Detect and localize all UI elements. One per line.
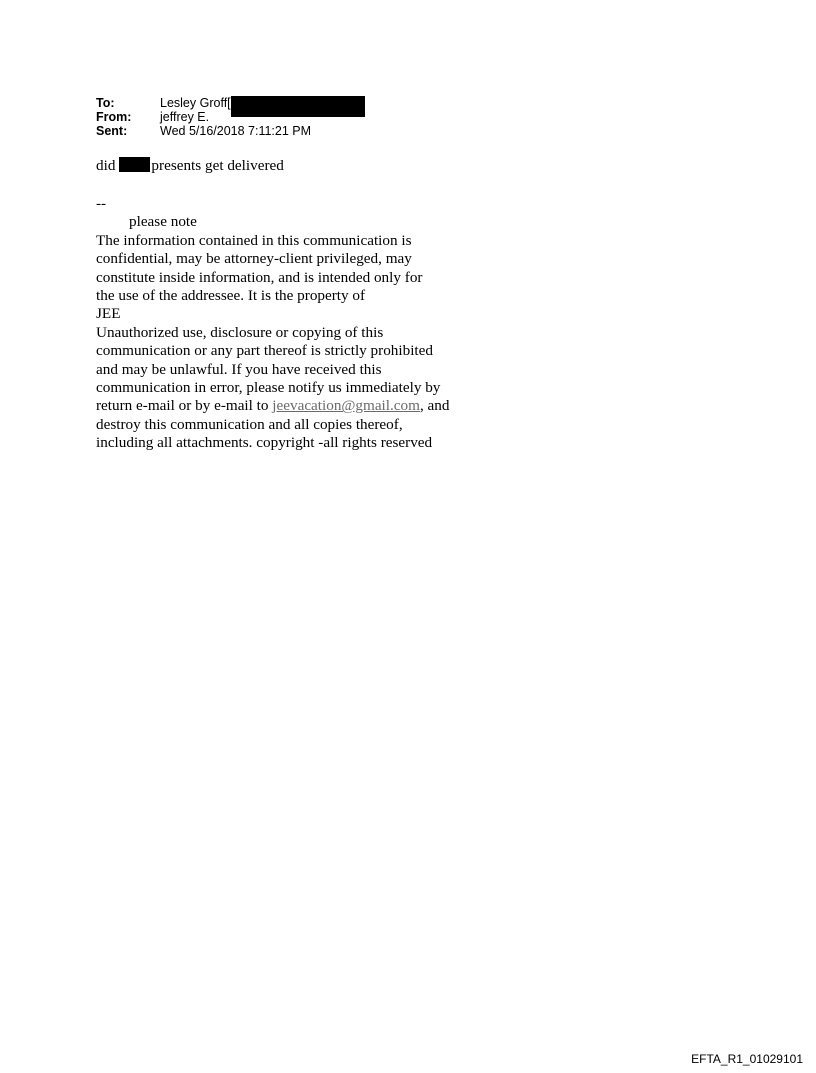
disclaimer-line: destroy this communication and all copies thereof, [96, 415, 403, 433]
sent-row [96, 124, 365, 138]
sent-value: Wed 5/16/2018 7:11:21 PM [160, 124, 312, 138]
disclaimer-line: communication or any part thereof is strictly prohibited [96, 342, 433, 360]
disclaimer-line: Unauthorized use, disclosure or copying of this [96, 323, 384, 341]
disclaimer-line: confidential, may be attorney-client privileged, may [96, 250, 412, 268]
return-prefix: return e-mail or by e-mail to [96, 397, 273, 415]
return-suffix: , and [419, 397, 450, 415]
email-link[interactable]: jeevacation@gmail.com [272, 397, 420, 415]
from-value: jeffrey E. [160, 110, 210, 124]
signature-separator: -- [96, 195, 107, 212]
to-label: To: [96, 96, 115, 110]
disclaimer-line: the use of the addressee. It is the property of [96, 287, 366, 305]
signature-block [96, 195, 449, 453]
redaction-box [231, 96, 365, 117]
to-recipient-name: Lesley Groff[ [160, 96, 231, 110]
message-text-end: presents get delivered [151, 157, 284, 174]
disclaimer-line: The information contained in this communication is [96, 231, 412, 249]
please-note-line: please note [129, 213, 197, 231]
disclaimer-line-email [96, 397, 449, 415]
disclaimer-line: communication in error, please notify us immediately by [96, 379, 441, 397]
from-label: From: [96, 110, 132, 124]
redaction-box [119, 157, 150, 172]
document-id: EFTA_R1_01029101 [691, 1052, 803, 1066]
disclaimer-line: constitute inside information, and is intended only for [96, 268, 423, 286]
message-body [96, 157, 284, 175]
email-header [96, 96, 365, 138]
disclaimer-line: JEE [96, 305, 121, 323]
disclaimer-line: including all attachments. copyright -all rights reserved [96, 434, 433, 452]
disclaimer-line: and may be unlawful. If you have received this [96, 360, 382, 378]
to-row [96, 96, 365, 110]
message-text-start: did [96, 157, 116, 174]
sent-label: Sent: [96, 124, 128, 138]
